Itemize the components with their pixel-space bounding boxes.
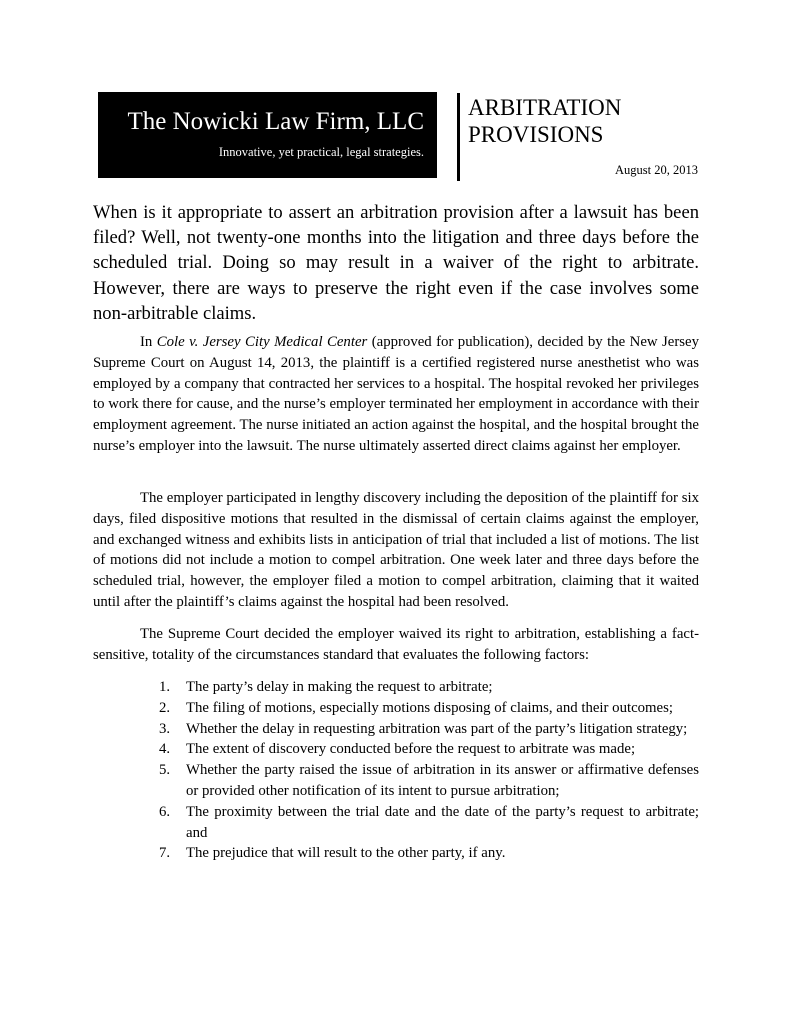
document-title-line-2: PROVISIONS [468, 122, 604, 147]
firm-tagline: Innovative, yet practical, legal strategies. [218, 145, 424, 159]
firm-banner [98, 92, 437, 178]
list-item-text: Whether the delay in requesting arbitration was part of the party’s litigation strategy; [186, 720, 688, 737]
list-item [141, 719, 699, 740]
list-item [141, 760, 699, 802]
list-item-number: 7. [159, 845, 171, 862]
list-item-text: The prejudice that will result to the other party, if any. [186, 845, 506, 862]
list-item-text: Whether the party raised the issue of arbitration in its answer or affirmative defenses or provided other notification of its intent to pursue arbitration; [186, 762, 699, 799]
list-item-number: 4. [159, 741, 171, 758]
paragraph-case-text: (approved for publication), decided by the New Jersey Supreme Court on August 14, 2013, the plaintiff is a certified registered nurse anesthetist who was employed by a company that contracted her services to a hospital. The hospital revoked her privileges to work there for cause, and the nurse’s employer terminated her employment in accordance with their employment agreement. The nurse initiated an action against the hospital, and the hospital brought the nurse’s employer into the lawsuit. The nurse ultimately asserted direct claims against her employer. [93, 334, 699, 454]
paragraph-court-decision: The Supreme Court decided the employer waived its right to arbitration, establishing a fact-sensitive, totality of the circumstances standard that evaluates the following factors: [93, 626, 699, 663]
document-title [468, 94, 718, 148]
list-item-number: 2. [159, 699, 171, 716]
firm-name: The Nowicki Law Firm, LLC [127, 108, 424, 135]
paragraph-employer-conduct: The employer participated in lengthy discovery including the deposition of the plaintiff for six days, filed dispositive motions that resulted in the dismissal of certain claims against the employer, and exchanged witness and exhibits lists in anticipation of trial that included a list of motions. The list of motions did not include a motion to compel arbitration. One week later and three days before the scheduled trial, however, the employer filed a motion to compel arbitration, claiming that it waited until after the plaintiff’s claims against the hospital had been resolved. [93, 490, 699, 610]
list-item-text: The proximity between the trial date and the date of the party’s request to arbitrate; and [186, 803, 699, 841]
list-item [141, 677, 699, 698]
paragraph-intro-word: In [140, 334, 157, 350]
paragraph-case-background [93, 332, 699, 457]
list-item-text: The extent of discovery conducted before the request to arbitrate was made; [186, 741, 636, 758]
lead-paragraph: When is it appropriate to assert an arbitration provision after a lawsuit has been filed? Well, not twenty-one months into the litigation and three days before the scheduled trial. Doing so may result in a waiver of the right to arbitrate. However, there are ways to preserve the right even if the case involves some non-arbitrable claims. [93, 202, 699, 324]
document-date: August 20, 2013 [615, 163, 698, 177]
list-item-number: 6. [159, 803, 171, 820]
case-name: Cole v. Jersey City Medical Center [156, 334, 368, 350]
list-item-text: The filing of motions, especially motions disposing of claims, and their outcomes; [186, 699, 673, 716]
factors-list [141, 677, 699, 864]
list-item-number: 5. [159, 762, 171, 779]
list-item [141, 802, 699, 844]
list-item [141, 739, 699, 760]
list-item-text: The party’s delay in making the request to arbitrate; [186, 679, 493, 695]
document-title-line-1: ARBITRATION [468, 95, 622, 120]
list-item [141, 843, 699, 864]
list-item [141, 698, 699, 719]
list-item-number: 3. [159, 720, 171, 737]
header-divider [457, 93, 460, 181]
list-item-number: 1. [159, 679, 171, 695]
